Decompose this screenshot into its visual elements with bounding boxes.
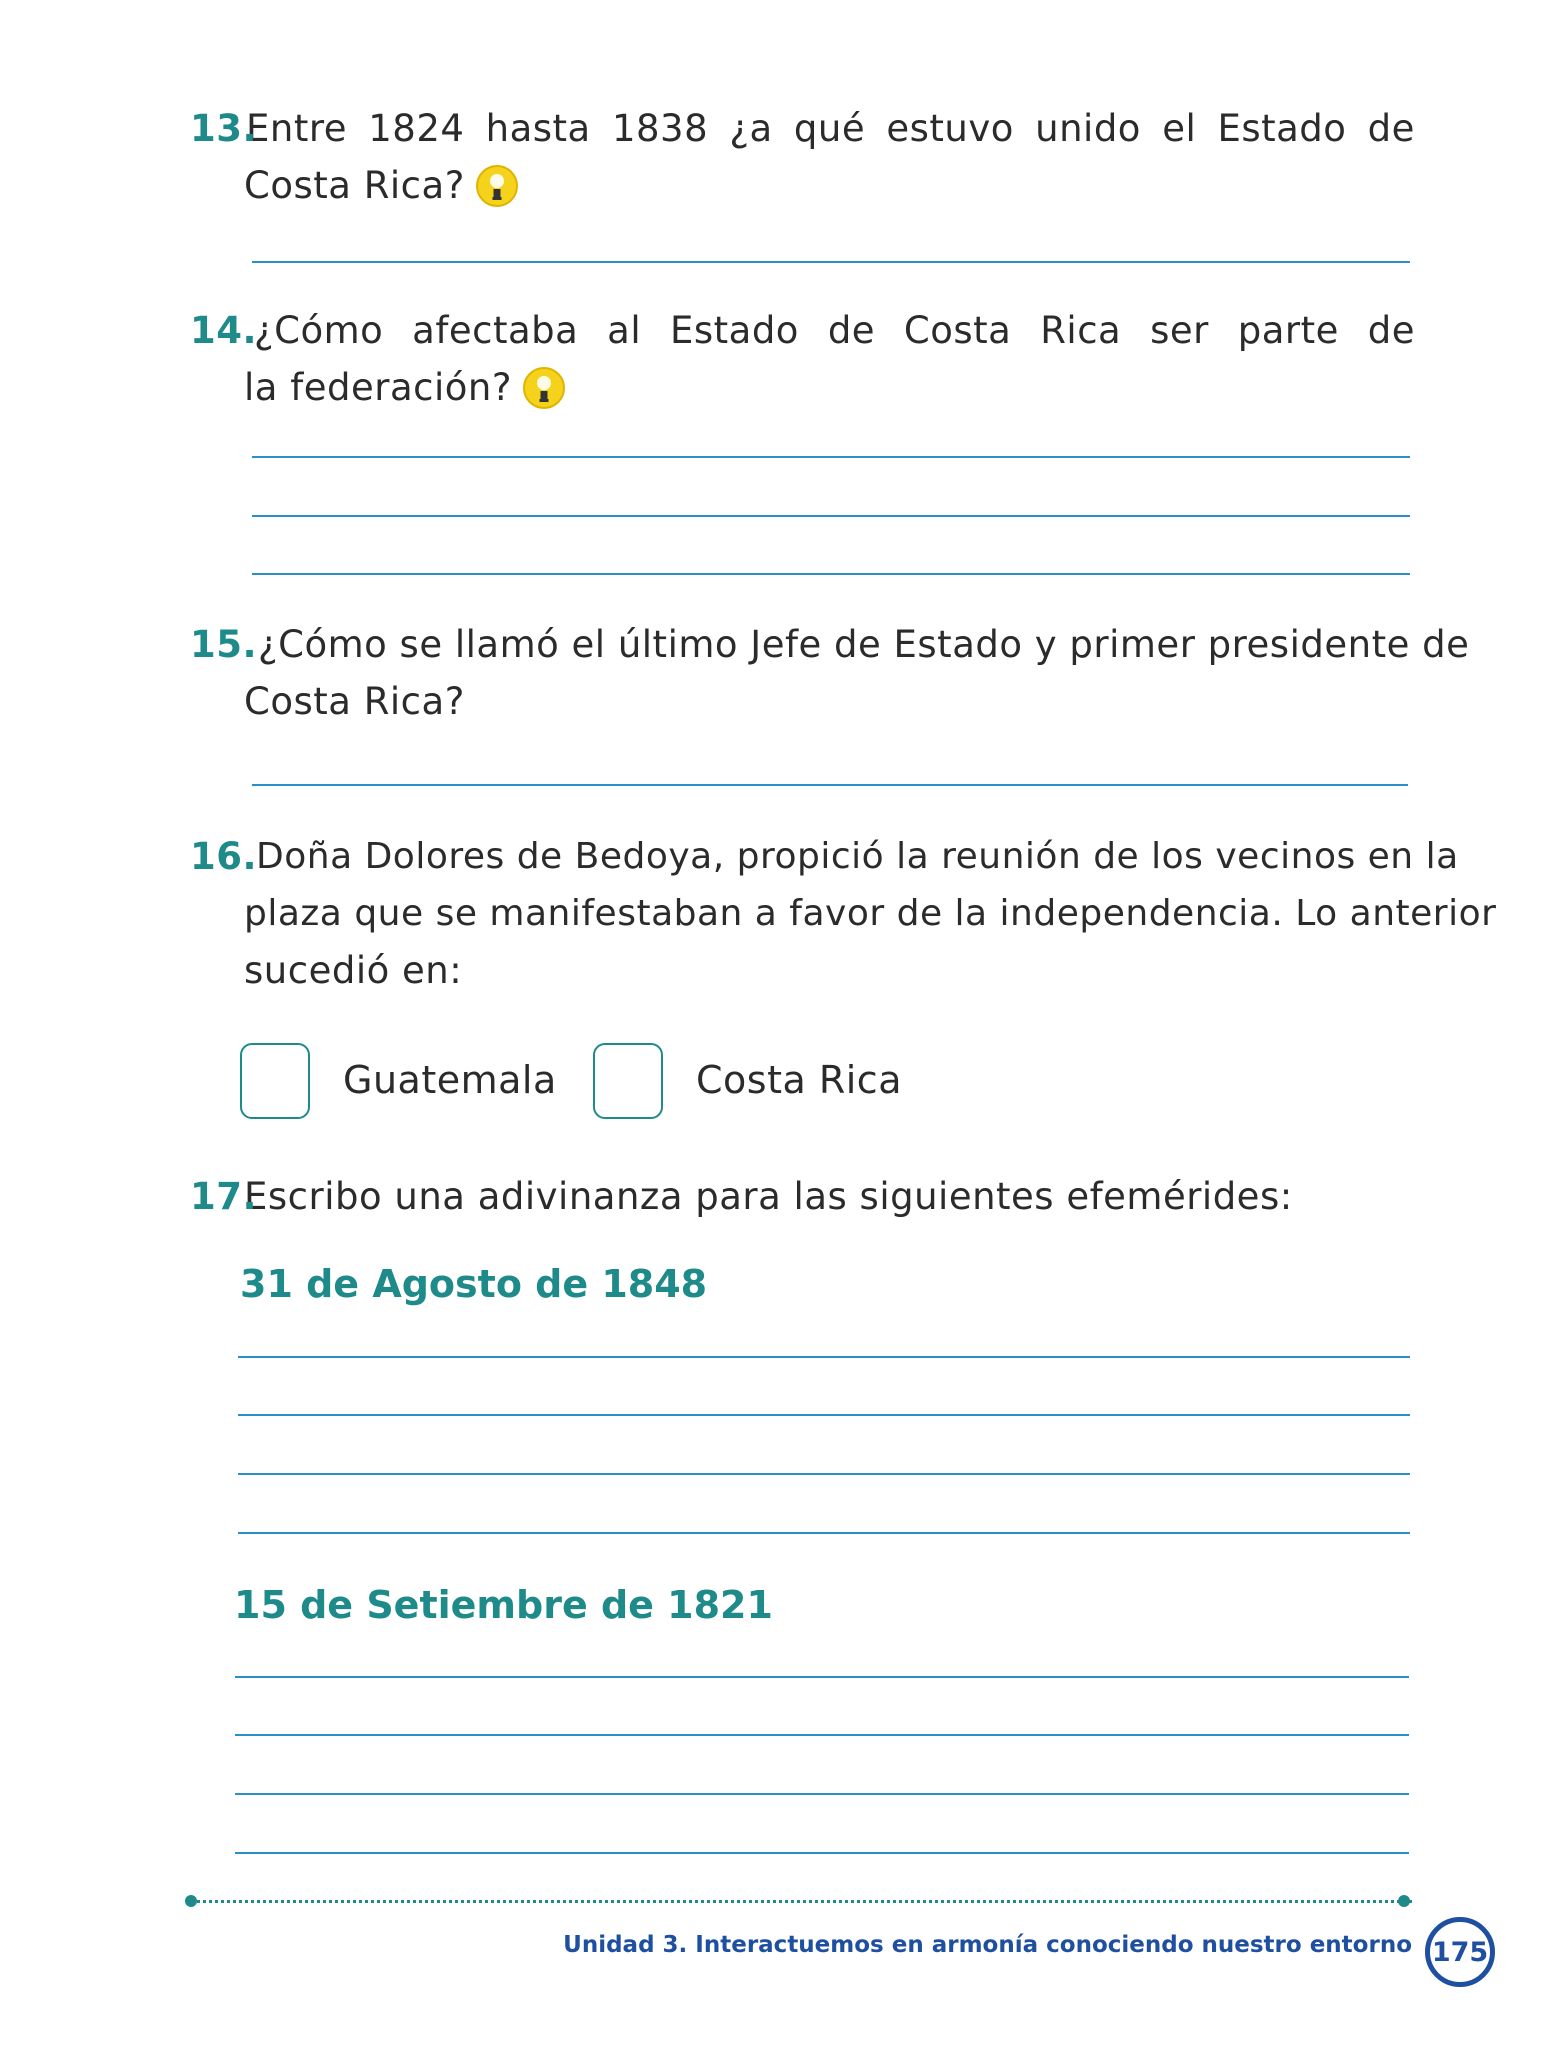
answer-line[interactable] (252, 261, 1410, 263)
answer-line[interactable] (238, 1356, 1410, 1358)
question-continuation: Costa Rica? (244, 680, 465, 723)
question-line: Doña Dolores de Bedoya, propició la reunión de los vecinos en la (256, 836, 1459, 877)
footer-divider-dot (185, 1895, 197, 1907)
question-line: Entre 1824 hasta 1838 ¿a qué estuvo unido el Estado de (246, 107, 1415, 150)
option-label-costa-rica: Costa Rica (696, 1058, 902, 1102)
question-line: ¿Cómo afectaba al Estado de Costa Rica ser parte de (254, 309, 1415, 352)
answer-line[interactable] (252, 515, 1410, 517)
question-number: 17. (190, 1175, 258, 1218)
footer-divider (190, 1900, 1412, 1903)
date-heading: 31 de Agosto de 1848 (240, 1262, 708, 1306)
question-14 (190, 302, 1415, 416)
footer-divider-dot (1398, 1895, 1410, 1907)
answer-line[interactable] (235, 1852, 1409, 1854)
lightbulb-icon (475, 164, 519, 208)
question-line: ¿Cómo se llamó el último Jefe de Estado y primer presidente de (258, 623, 1470, 666)
question-17 (190, 1168, 1415, 1225)
question-line: sucedió en: (244, 949, 463, 992)
page-number: 175 (1425, 1917, 1495, 1987)
answer-line[interactable] (252, 573, 1410, 575)
answer-line[interactable] (252, 456, 1410, 458)
checkbox-guatemala[interactable] (240, 1043, 310, 1119)
question-line: Escribo una adivinanza para las siguientes efemérides: (244, 1175, 1293, 1218)
question-16 (190, 828, 1497, 999)
answer-line[interactable] (235, 1676, 1409, 1678)
question-number: 14. (190, 309, 258, 352)
lightbulb-icon (522, 366, 566, 410)
question-number: 16. (190, 835, 258, 878)
answer-line[interactable] (235, 1793, 1409, 1795)
answer-line[interactable] (235, 1734, 1409, 1736)
question-15 (190, 616, 1470, 730)
question-number: 15. (190, 623, 258, 666)
answer-line[interactable] (238, 1473, 1410, 1475)
answer-line[interactable] (238, 1532, 1410, 1534)
date-heading: 15 de Setiembre de 1821 (234, 1583, 773, 1627)
checkbox-costa-rica[interactable] (593, 1043, 663, 1119)
question-continuation: la federación? (190, 359, 1415, 416)
question-continuation: Costa Rica? (190, 157, 1415, 214)
option-label-guatemala: Guatemala (343, 1058, 557, 1102)
question-line: plaza que se manifestaban a favor de la independencia. Lo anterior (244, 893, 1497, 934)
answer-line[interactable] (238, 1414, 1410, 1416)
question-13 (190, 100, 1415, 214)
unit-title: Unidad 3. Interactuemos en armonía conociendo nuestro entorno (563, 1932, 1412, 1958)
answer-line[interactable] (252, 784, 1408, 786)
question-number: 13. (190, 107, 258, 150)
